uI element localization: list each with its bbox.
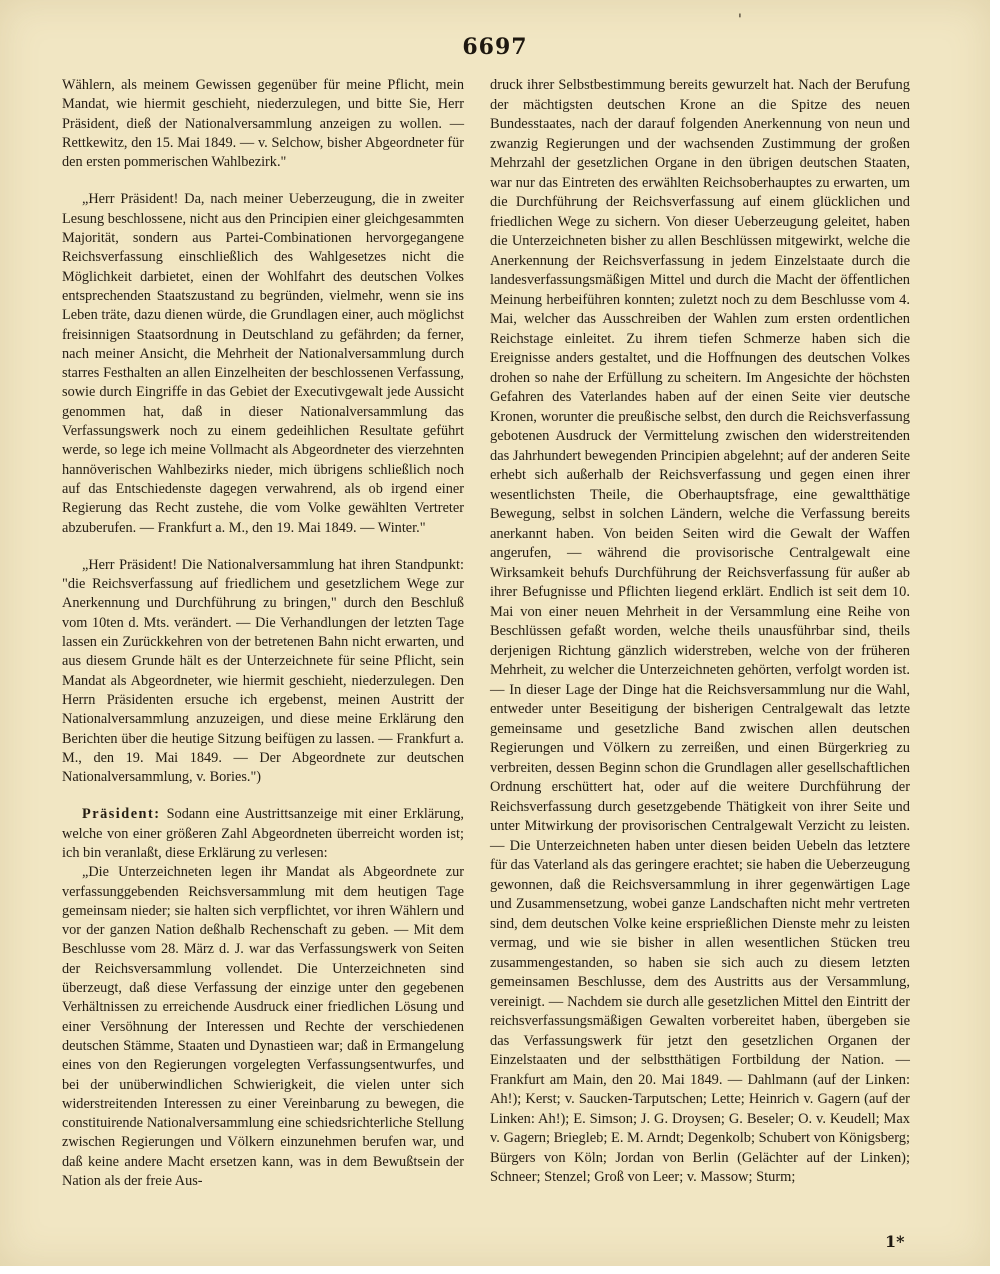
- speaker-label: Präsident:: [82, 806, 161, 823]
- paragraph: Wählern, als meinem Gewissen gegenüber für meine Pflicht, mein Mandat, wie hiermit geschieht, niederzulegen, und bitte Sie, Herr Präsident, dieß der Nationalversammlung anzeigen zu wollen. — Rettkewitz, den 15. Mai 1849. — v. Selchow, bisher Abgeordneter für den ersten pommerischen Wahlbezirk.": [62, 77, 464, 171]
- speaker-text: Sodann eine Austrittsanzeige mit einer Erklärung, welche von einer größeren Zahl Abgeordneten überreicht worden ist; ich bin veranlaßt, diese Erklärung zu verlesen:: [62, 806, 464, 861]
- page-number: 6697: [462, 34, 528, 60]
- paragraph: „Herr Präsident! Da, nach meiner Ueberzeugung, die in zweiter Lesung beschlossene, nicht aus den Principien einer gleichgesammten Majorität, sondern aus Partei-Combinationen hervorgegangene Reichsverfassung einschließlich des Wahlgesetzes nicht die Möglichkeit darbietet, einen der Wohlfahrt des deutschen Volkes entsprechenden Staatszustand zu begründen, vielmehr, wenn sie ins Leben träte, dazu dienen würde, die Grundlagen einer, auch möglichst freisinnigen Staatsordnung in Deutschland zu gefährden; da ferner, nach meiner Ansicht, die Mehrheit der Nationalversammlung durch starres Festhalten an allen Einzelheiten der beschlossenen Verfassung, sowie durch Eingriffe in das Gebiet der Executivgewalt jede Aussicht genommen hat, daß in dieser Nationalversammlung das Verfassungswerk noch zu einem gedeihlichen Resultate geführt werde, so lege ich meine Vollmacht als Abgeordneter des vierzehnten hannöverischen Wahlbezirks nieder, mich übrigens schließlich noch auf das Entschiedenste dagegen verwahrend, als ob irgend einer Regierung das Recht zustehe, die vom Volke gewählten Vertreter abzuberufen. — Frankfurt a. M., den 19. Mai 1849. — Winter.": [62, 191, 464, 536]
- paragraph: [62, 805, 464, 863]
- paragraph: „Herr Präsident! Die Nationalversammlung hat ihren Standpunkt: "die Reichsverfassung auf friedlichem und gesetzlichem Wege zur Anerkennung und Durchführung zu bringen," durch den Beschluß vom 10ten d. Mts. verändert. — Die Verhandlungen der letzten Tage lassen ein Zurückkehren von der betretenen Bahn nicht erwarten, und aus diesem Grunde hält es der Unterzeichnete für seine Pflicht, sein Mandat als Abgeordneter, wie hiermit geschieht, niederzulegen. Den Herrn Präsidenten ersuche ich ergebenst, meinen Austritt der Nationalversammlung anzuzeigen, und diese meine Erklärung den Berichten über die heutige Sitzung beifügen zu lassen. — Frankfurt a. M., den 19. Mai 1849. — Der Abgeordnete zur deutschen Nationalversammlung, v. Bories."): [62, 556, 464, 786]
- paragraph: druck ihrer Selbstbestimmung bereits gewurzelt hat. Nach der Berufung der mächtigsten deutschen Krone an die Spitze des neuen Bundesstaates, nach der darauf folgenden Anerkennung von neun und zwanzig Regierungen und der wachsenden Zustimmung der großen Mehrzahl der gesetzlichen Organe in den übrigen deutschen Staaten, war nur das Eintreten des erwählten Reichsoberhauptes zu erwarten, um die Durchführung der Reichsverfassung auf einem glücklichen und friedlichen Wege zu sichern. Von dieser Ueberzeugung geleitet, haben die Unterzeichneten bisher zu allen Beschlüssen mitgewirkt, welche die Anerkennung der Reichsverfassung in jedem Einzelstaate durch die landesverfassungsmäßigen Mittel und durch die Macht der öffentlichen Meinung herbeiführen konnten; zuletzt noch zu dem Beschlusse vom 4. Mai, welcher das Ausschreiben der Wahlen zum ersten ordentlichen Reichstage einleitet. Zu ihrem tiefen Schmerze haben sich die Ereignisse anders gestaltet, und die Hoffnungen des deutschen Volkes drohen so nahe der Erfüllung zu scheitern. Im Angesichte der höchsten Gefahren des Vaterlandes haben auf der einen Seite vier deutsche Kronen, worunter die preußische selbst, den durch die Reichsverfassung gebotenen Ausdruck der Vermittelung zwischen den widerstreitenden das Jahrhundert bewegenden Principien abgelehnt; auf der anderen Seite erhebt sich außerhalb der Reichsverfassung und gegen einen ihrer wesentlichsten Theile, die Oberhauptsfrage, eine gewaltthätige Bewegung, selbst in solchen Ländern, welche die Verfassung bereits anerkannt haben. Von beiden Seiten wird die Gewalt der Waffen angerufen, — während die provisorische Centralgewalt eine Wirksamkeit behufs Durchführung der Reichsverfassung für außer ab ihrer Befugnisse und Pflichten liegend erklärt. Endlich ist seit dem 10. Mai von einer neuen Mehrheit in der Versammlung eine Reihe von Beschlüssen gefaßt worden, welche theils unausführbar sind, theils derjenigen Richtung gänzlich widerstreben, welche von der früheren Mehrheit, zu welcher die Unterzeichneten gehörten, verfolgt worden ist. — In dieser Lage der Dinge hat die Reichsversammlung nur die Wahl, entweder unter Beseitigung der bisherigen Centralgewalt das letzte gemeinsame und gesetzliche Band zwischen allen deutschen Regierungen und Völkern zu zerreißen, und einen Bürgerkrieg zu verbreiten, dessen Beginn schon die Grundlagen aller gesellschaftlichen Ordnung erschüttert hat, oder auf die weitere Durchführung der Reichsverfassung durch gesetzgebende Thätigkeit von ihrer Seite und unter Mitwirkung der provisorischen Centralgewalt Verzicht zu leisten. — Die Unterzeichneten haben unter diesen beiden Uebeln das letztere für das Vaterland als das geringere erachtet; sie haben die Ueberzeugung gewonnen, daß die Reichsversammlung in ihrer gegenwärtigen Lage und Zusammensetzung, wobei ganze Landschaften nicht mehr vertreten sind, dem deutschen Volke keine ersprießlichen Dienste mehr zu leisten vermag, und wie sie bisher in allen wesentlichen Stücken treu zusammengestanden, so haben sie sich auch zu diesem letzten gemeinsamen Beschlusse, dem des Austritts aus der Versammlung, vereinigt. — Nachdem sie durch alle gesetzlichen Mittel den Eintritt der reichsverfassungsmäßigen Gewalten vorbereitet haben, übergeben sie das Verfassungswerk für jetzt den gesetzlichen Organen der Einzelstaaten und der selbstthätigen Fortbildung der Nation. — Frankfurt am Main, den 20. Mai 1849. — Dahlmann (auf der Linken: Ah!); Kerst; v. Saucken-Tarputschen; Lette; Heinrich v. Gagern (auf der Linken: Ah!); E. Simson; J. G. Droysen; G. Beseler; O. v. Keudell; Max v. Gagern; Briegleb; E. M. Arndt; Degenkolb; Schubert von Königsberg; Bürgers von Köln; Jordan von Berlin (Gelächter auf der Linken); Schneer; Stenzel; Groß von Leer; v. Massow; Sturm;: [490, 77, 910, 1185]
- signature-mark: 1*: [885, 1232, 905, 1251]
- right-column: [490, 76, 910, 1188]
- left-column: [62, 76, 464, 1191]
- page-mark: ': [738, 12, 742, 28]
- paragraph: „Die Unterzeichneten legen ihr Mandat als Abgeordnete zur verfassunggebenden Reichsversammlung mit dem heutigen Tage gemeinsam nieder; sie halten sich verpflichtet, vor ihren Wählern und vor der ganzen Nation deßhalb Rechenschaft zu geben. — Mit dem Beschlusse vom 28. März d. J. war das Verfassungswerk von Seiten der Reichsversammlung vollendet. Die Unterzeichneten sind überzeugt, daß diese Verfassung der einzige unter den gegebenen Verhältnissen zu erreichende Ausdruck einer friedlichen Lösung und einer Versöhnung der Interessen und Rechte der verschiedenen deutschen Stämme, Staaten und Dynastieen war; daß in Ermangelung eines von den Regierungen vorgelegten Verfassungsentwurfes, und bei der unüberwindlichen Schwierigkeit, die vielen unter sich widerstreitenden Interessen zu einer Vereinbarung zu bewegen, die constituirende Nationalversammlung eine schiedsrichterliche Stellung zwischen Regierungen und Völkern einzunehmen berufen war, und daß keine andere Macht ersetzen kann, was in dem Bewußtsein der Nation als der freie Aus-: [62, 864, 464, 1190]
